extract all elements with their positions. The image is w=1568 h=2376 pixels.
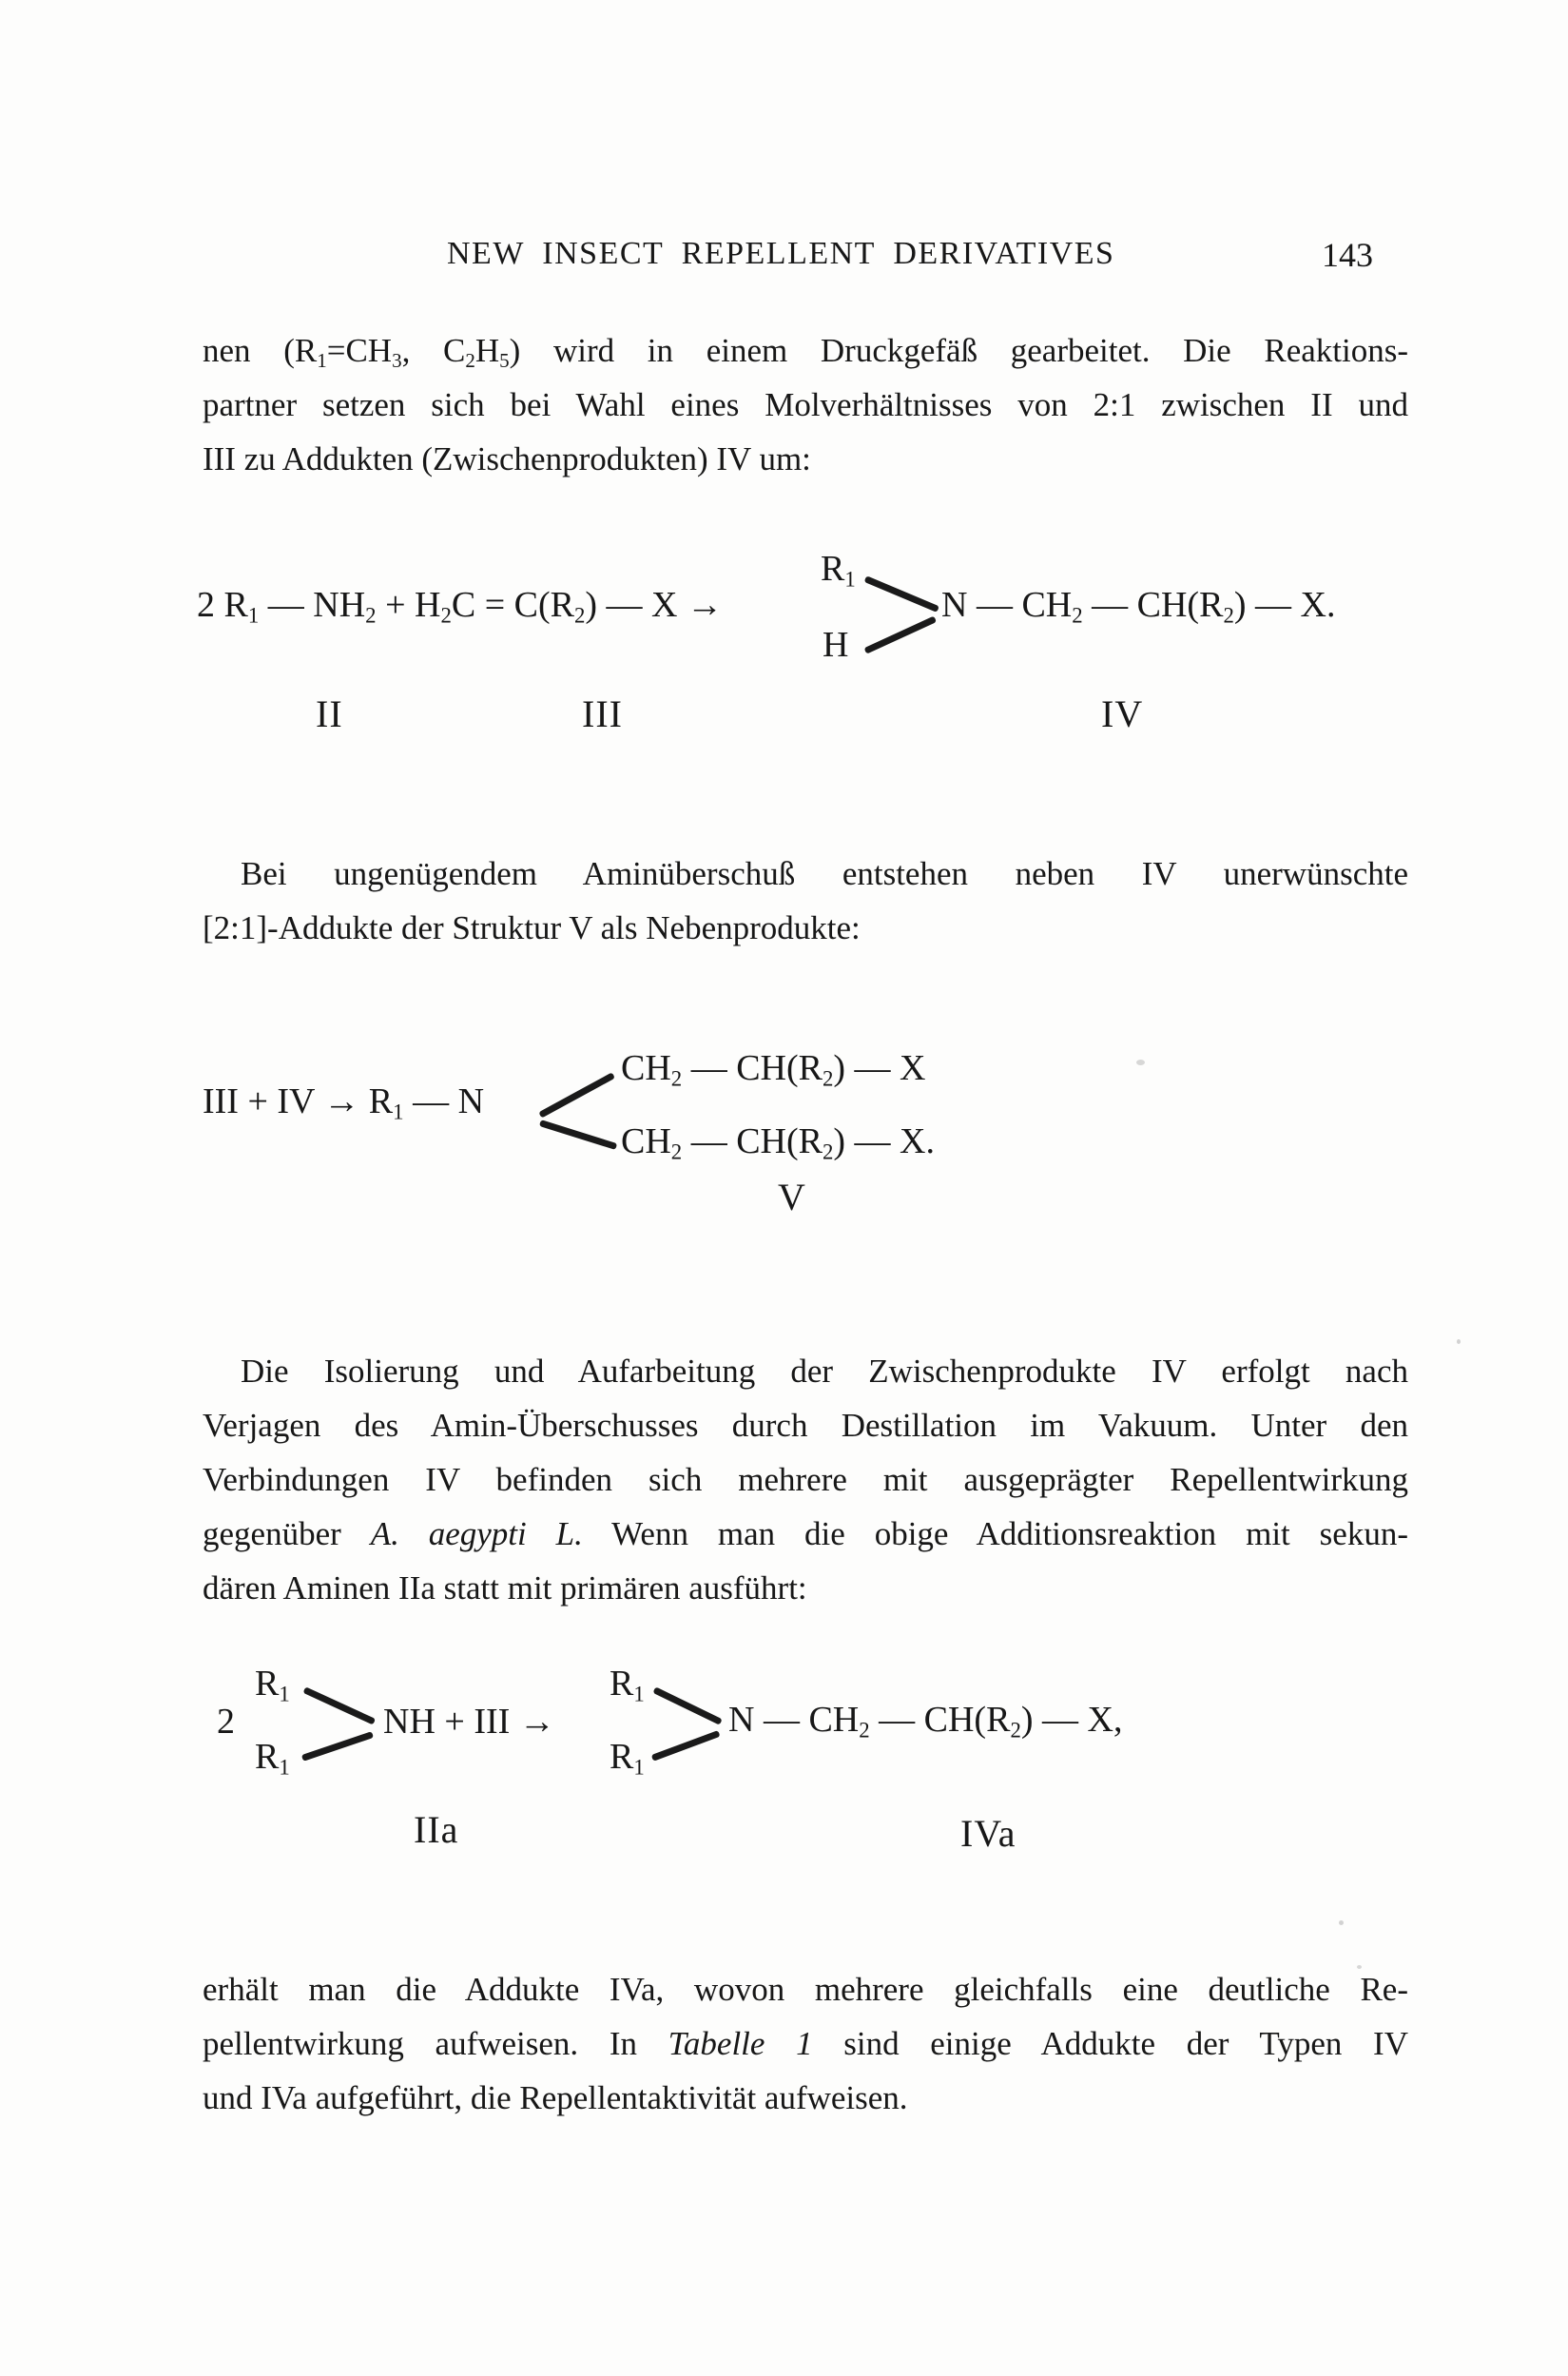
paragraph-4-line-1: erhält man die Addukte IVa, wovon mehrere gleichfalls eine deutliche Re- (203, 1971, 1408, 2008)
scan-speck (1357, 1965, 1362, 1969)
paragraph-4 (203, 1962, 1408, 2125)
paragraph-3-line-1: Die Isolierung und Aufarbeitung der Zwischenprodukte IV erfolgt nach (241, 1353, 1408, 1390)
paragraph-2-line-1: Bei ungenügendem Aminüberschuß entstehen neben IV unerwünschte (241, 855, 1408, 892)
equation-2-top-branch: $CH_2$ — $CH(R_2)$ — X (621, 1048, 926, 1091)
equation-1-r1-substituent: $R_1$ (821, 549, 856, 592)
equation-3-coefficient: 2 (217, 1702, 235, 1742)
compound-label-IV: IV (1101, 692, 1144, 735)
bond-line (538, 1072, 615, 1118)
equation-2-left-formula: III + IV → $R_1$ — N (203, 1081, 485, 1124)
equation-1-right-formula: N — $CH_2$ — $CH(R_2)$ — X. (941, 585, 1336, 628)
scan-speck (1136, 1060, 1145, 1065)
bond-line (864, 615, 938, 653)
paragraph-3-line-4: gegenüber A. aegypti L. Wenn man die obige Additionsreaktion mit sekun- (203, 1515, 1408, 1552)
paragraph-1 (203, 323, 1408, 486)
paragraph-3-line-2: Verjagen des Amin-Überschusses durch Destillation im Vakuum. Unter den (203, 1407, 1408, 1444)
page-number: 143 (1322, 236, 1373, 274)
compound-label-IVa: IVa (960, 1812, 1016, 1855)
compound-label-V: V (778, 1176, 806, 1218)
bond-line (864, 575, 939, 613)
scan-speck (1457, 1339, 1461, 1344)
paragraph-3 (203, 1344, 1408, 1615)
equation-3-mid-formula: NH + III → (383, 1702, 555, 1742)
bond-line (539, 1120, 617, 1150)
equation-2-bottom-branch: $CH_2$ — $CH(R_2)$ — X. (621, 1121, 936, 1164)
paragraph-2-line-2: [2:1]-Addukte der Struktur V als Nebenprodukte: (203, 909, 861, 946)
equation-3-r1-bottom-right: $R_1$ (610, 1737, 645, 1780)
paragraph-4-line-2: pellentwirkung aufweisen. In Tabelle 1 sind einige Addukte der Typen IV (203, 2025, 1408, 2062)
equation-1-left-formula: 2 $R_1$ — $NH_2 + H_2C = C(R_2)$ — X → (197, 585, 723, 628)
equation-3-r1-top-left: $R_1$ (255, 1664, 290, 1706)
paragraph-3-line-5: dären Aminen IIa statt mit primären ausführt: (203, 1569, 807, 1607)
equation-3-right-formula: N — $CH_2$ — $CH(R_2)$ — X, (728, 1700, 1123, 1743)
paragraph-1-line-3: III zu Addukten (Zwischenprodukten) IV um: (203, 440, 811, 477)
equation-3-r1-bottom-left: $R_1$ (255, 1737, 290, 1780)
paragraph-3-line-3: Verbindungen IV befinden sich mehrere mit ausgeprägter Repellentwirkung (203, 1461, 1408, 1498)
compound-label-IIa: IIa (414, 1808, 459, 1851)
bond-line (303, 1686, 377, 1724)
equation-1-h-substituent: H (823, 625, 849, 665)
bond-line (652, 1686, 722, 1724)
paragraph-1-line-2: partner setzen sich bei Wahl eines Molverhältnisses von 2:1 zwischen II und (203, 386, 1408, 423)
bond-line (301, 1731, 374, 1762)
paragraph-1-line-1: nen ($R_1=CH_3$, $C_2H_5$) wird in einem Druckgefäß gearbeitet. Die Reaktions- (203, 332, 1408, 372)
paragraph-4-line-3: und IVa aufgeführt, die Repellentaktivität aufweisen. (203, 2079, 908, 2116)
compound-label-II: II (316, 692, 343, 735)
scan-speck (1339, 1920, 1344, 1925)
running-head-title: NEW INSECT REPELLENT DERIVATIVES (447, 236, 1115, 271)
bond-line (651, 1730, 721, 1762)
equation-3-r1-top-right: $R_1$ (610, 1664, 645, 1706)
paragraph-2 (203, 847, 1408, 955)
compound-label-III: III (582, 692, 623, 735)
